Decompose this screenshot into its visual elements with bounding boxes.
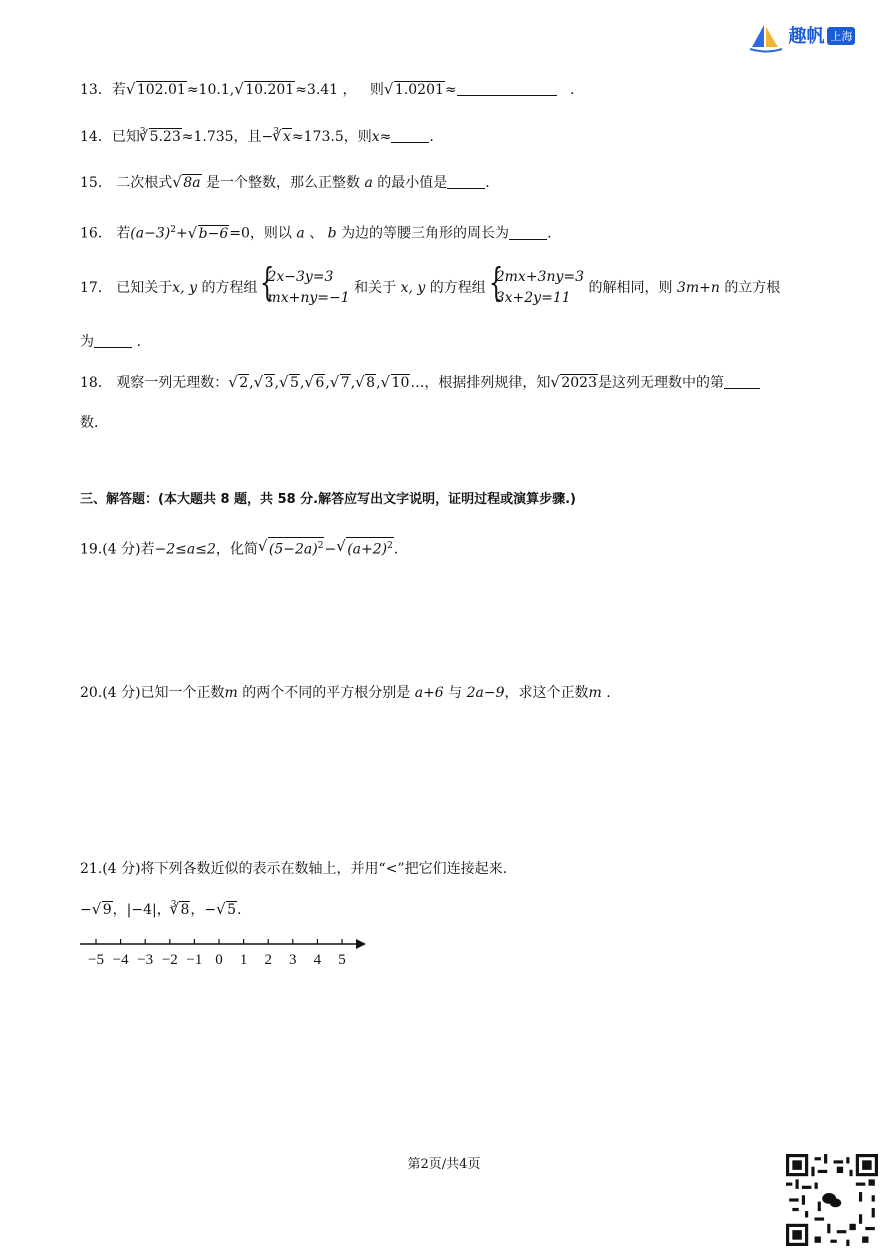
axis-tick-label: 2 — [264, 952, 272, 968]
axis-tick-label: 0 — [215, 952, 223, 968]
qr-code-icon — [786, 1154, 878, 1246]
brand-badge: 上海 — [827, 27, 855, 45]
answer-blank — [447, 174, 485, 189]
brand-name: 趣帆 — [788, 26, 825, 47]
page-footer: 第2页/共4页 — [407, 1157, 481, 1172]
axis-tick-label: −4 — [112, 952, 129, 968]
answer-blank — [457, 81, 557, 96]
question-17-cont: 为 . — [80, 334, 141, 350]
question-13: 13．若√ 102.01≈10.1,√ 10.201≈3.41 ， 则√ 1.0201≈ . — [80, 80, 574, 100]
question-16: 16． 若$(a-3)^2+√$ b−6=0，则以 a 、 b 为边的等腰三角形的周长为 . — [80, 220, 552, 244]
axis-tick-label: 5 — [338, 952, 346, 968]
axis-tick-label: 1 — [239, 952, 248, 968]
question-21-items: −√ 9，|−4|，$^3$√ 8，−√ 5. — [80, 900, 242, 922]
axis-tick-label: −1 — [186, 952, 203, 968]
axis-tick-label: −2 — [161, 952, 178, 968]
brand-logo — [748, 22, 855, 53]
sailboat-icon — [748, 23, 784, 53]
axis-tick-label: 3 — [289, 952, 297, 968]
equation-system-1: { 2x−3y=3 mx+ny=−1 — [257, 267, 349, 309]
answer-blank — [724, 374, 760, 389]
question-14: 14．已知$^3$√ 5.23≈1.735，且−$^3$√ x≈173.5，则x≈ . — [80, 127, 434, 149]
axis-tick-label: 4 — [313, 952, 322, 968]
answer-blank — [391, 128, 429, 143]
number-line — [78, 933, 378, 969]
question-15: 15． 二次根式√ 8a 是一个整数，那么正整数 a 的最小值是 . — [80, 173, 490, 193]
axis-tick-label: −5 — [88, 952, 104, 968]
question-21: 21.(4 分)将下列各数近似的表示在数轴上，并用“<”把它们连接起来. — [80, 861, 508, 877]
answer-blank — [509, 225, 547, 240]
question-19: 19.(4 分)若−2≤a≤2，化简√ $(5-2a)^2-√$ $(a+2)^2$. — [80, 537, 398, 560]
question-18: 18． 观察一列无理数：√ 2,√ 3,√ 5,√ 6,√ 7,√ 8,√ 10…，根据排列规律，知√ 2023是这列无理数中的第 — [80, 373, 760, 393]
question-18-cont: 数. — [80, 415, 99, 431]
answer-blank — [94, 333, 132, 348]
section-3-heading: 三、解答题：(本大题共 8 题，共 58 分.解答应写出文字说明，证明过程或演算步骤.) — [80, 492, 576, 507]
equation-system-2: { 2mx+3ny=3 3x+2y=11 — [486, 267, 584, 309]
axis-tick-label: −3 — [137, 952, 154, 968]
question-17: 17． 已知关于x, y 的方程组 { 2x−3y=3 mx+ny=−1 和关于 x, y 的方程组 { 2mx+3ny=3 3x+2y=11 的解相同，则 3m+n 的立方根 — [80, 267, 780, 309]
question-20: 20.(4 分)已知一个正数m 的两个不同的平方根分别是 a+6 与 2a−9，求这个正数m . — [80, 685, 611, 701]
